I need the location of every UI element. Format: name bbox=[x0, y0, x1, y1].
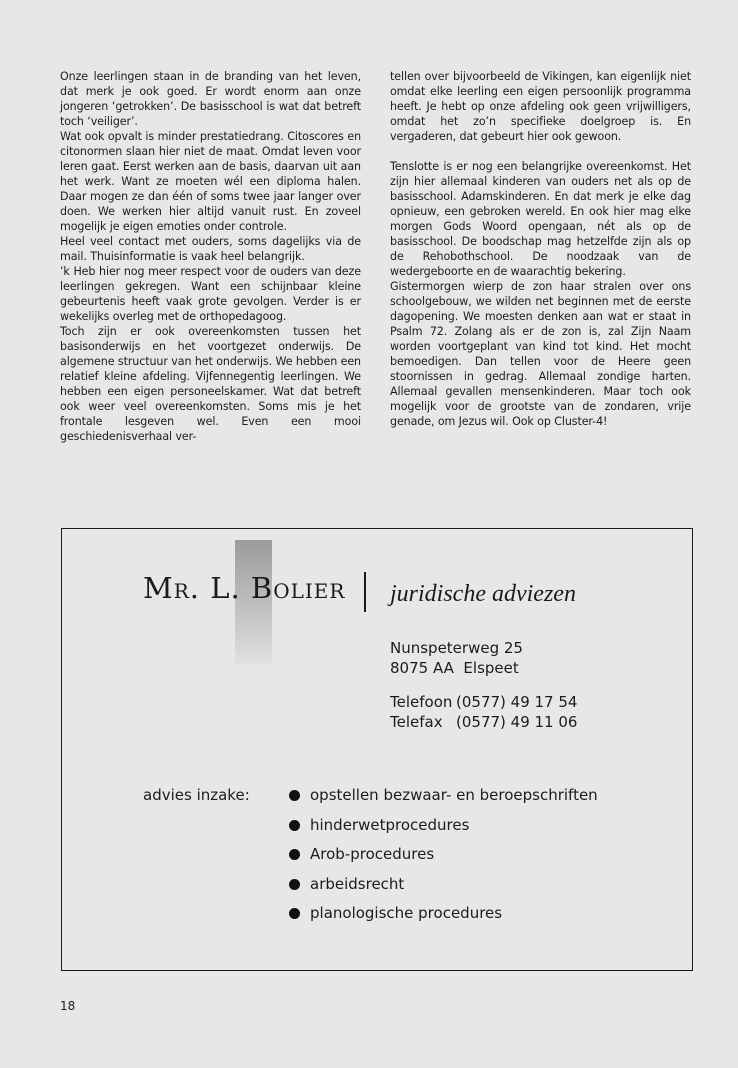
fax-line bbox=[390, 712, 577, 732]
advertiser-name: MR. L. BOLIER bbox=[143, 571, 346, 605]
paragraph: ’k Heb hier nog meer respect voor de ouders van deze leerlingen gekregen. Want een schijnbaar kleine gebeurtenis heeft vaak grote gevolgen. Verder is er wekelijks overleg met de orthopedagoog. bbox=[60, 265, 361, 323]
fax-number: (0577) 49 11 06 bbox=[456, 713, 578, 731]
bullet-icon bbox=[289, 820, 300, 831]
page-number: 18 bbox=[60, 999, 76, 1013]
service-item: planologische procedures bbox=[289, 904, 598, 934]
tagline: juridische adviezen bbox=[390, 581, 576, 607]
service-item: Arob-procedures bbox=[289, 845, 598, 875]
fax-label: Telefax bbox=[390, 713, 443, 731]
paragraph: Toch zijn er ook overeenkomsten tussen het basisonderwijs en het voortgezet onderwijs. De algemene structuur van het onderwijs. We hebben een relatief kleine afdeling. Vijfennegentig leerlingen. We hebben een eigen personeelskamer. Wat dat betreft ook weer veel overeenkomsten. Soms mis je het frontale lesgeven wel. Even een mooi geschiedenisverhaal ver- bbox=[60, 325, 361, 443]
article-right-column bbox=[390, 69, 691, 429]
advies-label: advies inzake: bbox=[143, 786, 250, 804]
phone-number: (0577) 49 17 54 bbox=[456, 693, 578, 711]
paragraph: Heel veel contact met ouders, soms dagelijks via de mail. Thuisinformatie is vaak heel belangrijk. bbox=[60, 235, 361, 263]
paragraph: Tenslotte is er nog een belangrijke overeenkomst. Het zijn hier allemaal kinderen van ouders net als op de basisschool. Adamskinderen. En dat merk je elke dag opnieuw, een gebroken wereld. En ook hier mag elke morgen Gods Woord opengaan, nét als op de basisschool. De boodschap mag hetzelfde zijn als op de Rehobothschool. De noodzaak van de wedergeboorte en de waarachtig bekering. bbox=[390, 160, 691, 278]
service-item: opstellen bezwaar- en beroepschriften bbox=[289, 786, 598, 816]
postal-address: 8075 AA Elspeet bbox=[390, 659, 519, 677]
street-address: Nunspeterweg 25 bbox=[390, 639, 523, 657]
paragraph: tellen over bijvoorbeeld de Vikingen, kan eigenlijk niet omdat elke leerling een eigen persoonlijk programma heeft. Je hebt op onze afdeling ook geen vrijwilligers, omdat het zo’n specifieke doelgroep is. En vergaderen, dat gebeurt hier ook gewoon. bbox=[390, 70, 691, 143]
phone-line bbox=[390, 692, 577, 712]
phone-label: Telefoon bbox=[390, 693, 453, 711]
bullet-icon bbox=[289, 790, 300, 801]
bullet-icon bbox=[289, 849, 300, 860]
bullet-icon bbox=[289, 908, 300, 919]
page bbox=[0, 12, 738, 1056]
paragraph: Onze leerlingen staan in de branding van het leven, dat merk je ook goed. Er wordt enorm aan onze jongeren ‘getrokken’. De basisschool is wat dat betreft toch ‘veiliger’. bbox=[60, 70, 361, 128]
service-item: arbeidsrecht bbox=[289, 875, 598, 905]
article-left-column bbox=[60, 69, 361, 444]
contact-details bbox=[390, 638, 577, 732]
paragraph: Wat ook opvalt is minder prestatiedrang. Citoscores en citonormen slaan hier niet de maat. Omdat leven voor leren gaat. Eerst werken aan de basis, daarvan uit aan het werk. Want ze moeten wél een diploma halen. Daar mogen ze dan één of soms twee jaar langer over doen. We werken hier altijd vanuit rust. En zoveel mogelijk je eigen emoties onder controle. bbox=[60, 130, 361, 233]
services-list bbox=[289, 786, 598, 934]
vertical-divider bbox=[364, 572, 366, 612]
bullet-icon bbox=[289, 879, 300, 890]
paragraph: Gistermorgen wierp de zon haar stralen over ons schoolgebouw, we wilden net beginnen met de eerste dagopening. We moesten denken aan wat er staat in Psalm 72. Zolang als er de zon is, zal Zijn Naam worden voortgeplant van kind tot kind. Het mocht bemoedigen. Dan tellen voor de Heere geen stoornissen in gedrag. Allemaal zondige harten. Allemaal gevallen mensenkinderen. Maar toch ook mogelijk voor de grootste van de zondaren, vrije genade, om Jezus wil. Ook op Cluster-4! bbox=[390, 280, 691, 428]
service-item: hinderwetprocedures bbox=[289, 816, 598, 846]
advertisement-box bbox=[61, 528, 693, 971]
